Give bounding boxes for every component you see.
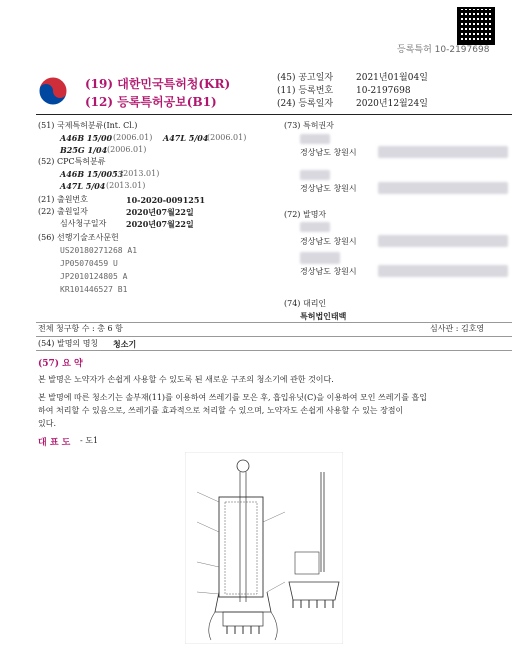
prior-art-item: KR101446527 B1 bbox=[60, 285, 128, 294]
ipc-code-3: B25G 1/04 bbox=[60, 145, 108, 155]
publication-date-label: (45) 공고일자 bbox=[277, 73, 334, 83]
application-date-label: (22) 출원일자 bbox=[38, 207, 88, 216]
redacted-block bbox=[378, 265, 508, 277]
patentee-address-1: 경상남도 창원시 bbox=[300, 148, 357, 157]
prior-art-item: JP05070459 U bbox=[60, 259, 118, 268]
cpc-label: (52) CPC특허분류 bbox=[38, 157, 106, 166]
application-number: 10-2020-0091251 bbox=[126, 195, 206, 205]
kipo-logo bbox=[38, 76, 68, 106]
inventor-label: (72) 발명자 bbox=[284, 210, 327, 219]
agent-label: (74) 대리인 bbox=[284, 299, 327, 308]
ipc-version-2: (2006.01) bbox=[207, 133, 247, 142]
redacted-block bbox=[300, 252, 340, 264]
examiner: 심사관 : 김호영 bbox=[430, 324, 485, 333]
exam-request-date-label: 심사청구일자 bbox=[60, 219, 107, 228]
exam-request-date: 2020년07월22일 bbox=[126, 219, 194, 229]
ipc-code-1: A46B 15/00 bbox=[60, 133, 113, 143]
gazette-type: (12) 등록특허공보(B1) bbox=[85, 95, 217, 109]
registration-date: 2020년12월24일 bbox=[356, 99, 428, 109]
abstract-paragraph-2-line-2: 하여 처리할 수 있음으로, 쓰레기를 효과적으로 처리할 수 있으며, 노약자도 손쉽게 사용할 수 있는 장점이 bbox=[38, 406, 404, 415]
divider-abstract bbox=[36, 350, 512, 351]
application-number-label: (21) 출원번호 bbox=[38, 195, 88, 204]
cpc-code-1: A46B 15/0053 bbox=[60, 169, 124, 179]
abstract-paragraph-2-line-3: 있다. bbox=[38, 419, 56, 428]
cpc-version-2: (2013.01) bbox=[106, 181, 146, 190]
qr-code bbox=[459, 9, 493, 43]
publication-date: 2021년01월04일 bbox=[356, 73, 428, 83]
ipc-version-3: (2006.01) bbox=[107, 145, 147, 154]
divider-mid bbox=[36, 322, 512, 323]
invention-title-label: (54) 발명의 명칭 bbox=[38, 339, 99, 348]
abstract-paragraph-1: 본 발명은 노약자가 손쉽게 사용할 수 있도록 된 새로운 구조의 청소기에 관한 것이다. bbox=[38, 375, 334, 384]
cpc-version-1: (2013.01) bbox=[120, 169, 160, 178]
representative-drawing-value: - 도1 bbox=[80, 436, 99, 445]
abstract-paragraph-2-line-1: 본 발명에 따른 청소기는 솔부재(11)를 이용하여 쓰레기를 모은 후, 흡입유닛(C)을 이용하여 모인 쓰레기를 흡입 bbox=[38, 393, 427, 402]
inventor-address-1: 경상남도 창원시 bbox=[300, 237, 357, 246]
redacted-block bbox=[300, 170, 330, 180]
prior-art-item: JP2010124805 A bbox=[60, 272, 128, 281]
redacted-block bbox=[378, 235, 508, 247]
redacted-block bbox=[300, 222, 330, 232]
divider-title bbox=[36, 336, 512, 337]
redacted-block bbox=[378, 146, 508, 158]
inventor-address-2: 경상남도 창원시 bbox=[300, 267, 357, 276]
ipc-code-2: A47L 5/04 bbox=[163, 133, 209, 143]
ipc-version-1: (2006.01) bbox=[113, 133, 153, 142]
ipc-label: (51) 국제특허분류(Int. Cl.) bbox=[38, 121, 138, 130]
registration-date-label: (24) 등록일자 bbox=[277, 99, 334, 109]
cpc-code-2: A47L 5/04 bbox=[60, 181, 106, 191]
divider-top bbox=[36, 114, 512, 115]
representative-drawing-label: 대 표 도 bbox=[38, 438, 71, 448]
redacted-block bbox=[300, 134, 330, 144]
patentee-label: (73) 특허권자 bbox=[284, 121, 334, 130]
prior-art-item: US20180271268 A1 bbox=[60, 246, 138, 255]
invention-title: 청소기 bbox=[113, 339, 137, 349]
registration-number-top: 등록특허 10-2197698 bbox=[397, 45, 490, 55]
abstract-heading: (57) 요 약 bbox=[38, 359, 83, 369]
redacted-block bbox=[378, 182, 508, 194]
patentee-address-2: 경상남도 창원시 bbox=[300, 184, 357, 193]
total-claims: 전체 청구항 수 : 총 6 항 bbox=[38, 324, 123, 333]
prior-art-label: (56) 선행기술조사문헌 bbox=[38, 233, 119, 242]
registration-number: 10-2197698 bbox=[356, 86, 411, 96]
office-name: (19) 대한민국특허청(KR) bbox=[85, 77, 231, 91]
application-date: 2020년07월22일 bbox=[126, 207, 194, 217]
representative-drawing bbox=[185, 452, 343, 644]
registration-number-label: (11) 등록번호 bbox=[277, 86, 334, 96]
agent-name: 특허법인태백 bbox=[300, 311, 347, 321]
